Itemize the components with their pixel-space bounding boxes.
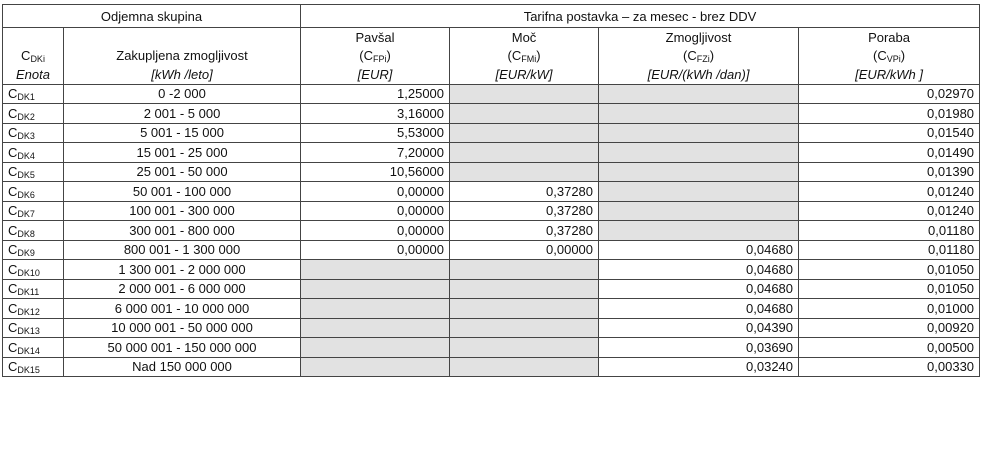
- moc-cell: 0,37280: [450, 201, 599, 221]
- pavsal-cell: 7,20000: [301, 143, 450, 163]
- table-row: [3, 221, 980, 241]
- zmogljivost-symbol-base: C: [687, 48, 697, 64]
- zmogljivost-symbol-sub: FZi: [696, 54, 710, 65]
- poraba-symbol-sub: VPi: [886, 54, 901, 65]
- table-row: [3, 182, 980, 202]
- row-range: 10 000 001 - 50 000 000: [64, 318, 301, 338]
- code-header: [3, 47, 64, 66]
- row-code-base: C: [8, 261, 18, 277]
- poraba-header: Poraba: [799, 28, 980, 47]
- zmogljivost-cell: 0,03240: [599, 357, 799, 377]
- row-code: [3, 318, 64, 338]
- header-row-symbol: [3, 47, 980, 66]
- poraba-cell: 0,01000: [799, 299, 980, 319]
- row-code-sub: DK11: [17, 287, 40, 298]
- row-code-sub: DK12: [17, 306, 40, 317]
- moc-cell: [450, 84, 599, 104]
- zmogljivost-unit: [EUR/(kWh /dan)]: [599, 65, 799, 84]
- poraba-cell: 0,02970: [799, 84, 980, 104]
- moc-cell: [450, 260, 599, 280]
- zmogljivost-cell: 0,04680: [599, 240, 799, 260]
- row-range: 2 000 001 - 6 000 000: [64, 279, 301, 299]
- row-code-base: C: [8, 320, 18, 336]
- row-code-base: C: [8, 203, 18, 219]
- row-range: 1 300 001 - 2 000 000: [64, 260, 301, 280]
- poraba-cell: 0,01180: [799, 221, 980, 241]
- pavsal-cell: [301, 338, 450, 358]
- pavsal-cell: 5,53000: [301, 123, 450, 143]
- row-code: [3, 338, 64, 358]
- row-range: 300 001 - 800 000: [64, 221, 301, 241]
- row-code: [3, 104, 64, 124]
- table-row: [3, 240, 980, 260]
- row-code-base: C: [8, 281, 18, 297]
- code-header-sub: DKi: [30, 54, 45, 65]
- poraba-cell: 0,01390: [799, 162, 980, 182]
- zmogljivost-cell: 0,04680: [599, 299, 799, 319]
- row-code: [3, 279, 64, 299]
- row-code-base: C: [8, 359, 18, 375]
- zmogljivost-cell: [599, 201, 799, 221]
- row-range: 6 000 001 - 10 000 000: [64, 299, 301, 319]
- zmogljivost-cell: [599, 123, 799, 143]
- row-range: Nad 150 000 000: [64, 357, 301, 377]
- row-code-base: C: [8, 86, 18, 102]
- poraba-symbol: $(C_{VPi})$: [799, 47, 980, 66]
- zmogljivost-cell: [599, 84, 799, 104]
- poraba-symbol-base: C: [877, 48, 887, 64]
- row-code: [3, 182, 64, 202]
- range-unit: [kWh /leto]: [64, 65, 301, 84]
- row-code-base: C: [8, 222, 18, 238]
- moc-cell: [450, 299, 599, 319]
- row-code-sub: DK2: [17, 111, 35, 122]
- row-code: [3, 299, 64, 319]
- row-code-sub: DK13: [17, 326, 40, 337]
- table-row: [3, 162, 980, 182]
- pavsal-cell: 0,00000: [301, 201, 450, 221]
- row-code-sub: DK10: [17, 267, 40, 278]
- code-unit: Enota: [3, 65, 64, 84]
- tariff-rows: [3, 84, 980, 377]
- moc-cell: [450, 162, 599, 182]
- table-row: [3, 201, 980, 221]
- pavsal-cell: [301, 299, 450, 319]
- pavsal-cell: 3,16000: [301, 104, 450, 124]
- table-row: [3, 299, 980, 319]
- zmogljivost-symbol: $(C_{FZi})$: [599, 47, 799, 66]
- row-range: 25 001 - 50 000: [64, 162, 301, 182]
- row-range: 50 001 - 100 000: [64, 182, 301, 202]
- row-code-base: C: [8, 105, 18, 121]
- poraba-cell: 0,01240: [799, 182, 980, 202]
- zmogljivost-cell: 0,04390: [599, 318, 799, 338]
- pavsal-cell: [301, 318, 450, 338]
- row-code-base: C: [8, 242, 18, 258]
- pavsal-header: Pavšal: [301, 28, 450, 47]
- table-row: [3, 279, 980, 299]
- row-range: 50 000 001 - 150 000 000: [64, 338, 301, 358]
- pavsal-cell: [301, 279, 450, 299]
- row-code-base: C: [8, 300, 18, 316]
- table-row: [3, 143, 980, 163]
- moc-symbol-sub: FMi: [521, 54, 537, 65]
- pavsal-cell: [301, 260, 450, 280]
- table-row: [3, 357, 980, 377]
- table-row: [3, 260, 980, 280]
- row-range: 15 001 - 25 000: [64, 143, 301, 163]
- poraba-cell: 0,00330: [799, 357, 980, 377]
- table-row: [3, 318, 980, 338]
- poraba-cell: 0,01490: [799, 143, 980, 163]
- row-code: [3, 162, 64, 182]
- zmogljivost-cell: [599, 182, 799, 202]
- zmogljivost-cell: [599, 221, 799, 241]
- pavsal-symbol: $(C_{FPi})$: [301, 47, 450, 66]
- tariff-title: Tarifna postavka – za mesec - brez DDV: [301, 5, 980, 28]
- pavsal-cell: 10,56000: [301, 162, 450, 182]
- moc-cell: [450, 357, 599, 377]
- table-row: [3, 84, 980, 104]
- poraba-cell: 0,01540: [799, 123, 980, 143]
- poraba-cell: 0,01240: [799, 201, 980, 221]
- row-code-sub: DK5: [17, 170, 35, 181]
- moc-symbol-base: C: [511, 48, 522, 64]
- zmogljivost-cell: 0,04680: [599, 260, 799, 280]
- moc-cell: [450, 279, 599, 299]
- header-row-label: [3, 28, 980, 47]
- pavsal-cell: 0,00000: [301, 221, 450, 241]
- pavsal-cell: 0,00000: [301, 240, 450, 260]
- header-row-unit: [3, 65, 980, 84]
- row-code: [3, 357, 64, 377]
- row-range: 800 001 - 1 300 000: [64, 240, 301, 260]
- poraba-cell: 0,01180: [799, 240, 980, 260]
- range-header: Zakupljena zmogljivost: [64, 47, 301, 66]
- moc-cell: [450, 123, 599, 143]
- table-row: [3, 338, 980, 358]
- moc-cell: [450, 104, 599, 124]
- row-code-base: C: [8, 164, 18, 180]
- row-code-sub: DK15: [17, 365, 40, 376]
- row-code: [3, 143, 64, 163]
- moc-cell: [450, 318, 599, 338]
- row-range: 100 001 - 300 000: [64, 201, 301, 221]
- row-code: [3, 260, 64, 280]
- poraba-unit: [EUR/kWh ]: [799, 65, 980, 84]
- row-code: [3, 123, 64, 143]
- row-code-sub: DK1: [17, 92, 35, 103]
- pavsal-unit: [EUR]: [301, 65, 450, 84]
- row-code: [3, 221, 64, 241]
- poraba-cell: 0,01980: [799, 104, 980, 124]
- pavsal-symbol-base: C: [363, 48, 373, 64]
- row-code-sub: DK8: [17, 228, 35, 239]
- row-code: [3, 201, 64, 221]
- tariff-table: [2, 4, 980, 377]
- row-code-sub: DK6: [17, 189, 35, 200]
- row-code-sub: DK9: [17, 248, 35, 259]
- code-header-base: C: [21, 48, 31, 64]
- row-code-base: C: [8, 125, 18, 141]
- row-code-sub: DK3: [17, 131, 35, 142]
- zmogljivost-cell: [599, 143, 799, 163]
- code-header-blank: [3, 28, 64, 47]
- row-code-sub: DK7: [17, 209, 35, 220]
- row-code: [3, 240, 64, 260]
- pavsal-cell: 0,00000: [301, 182, 450, 202]
- moc-cell: 0,37280: [450, 182, 599, 202]
- poraba-cell: 0,01050: [799, 279, 980, 299]
- row-range: 2 001 - 5 000: [64, 104, 301, 124]
- group-title: Odjemna skupina: [3, 5, 301, 28]
- zmogljivost-header: Zmogljivost: [599, 28, 799, 47]
- row-code-sub: DK4: [17, 150, 35, 161]
- moc-cell: 0,00000: [450, 240, 599, 260]
- row-code-base: C: [8, 144, 18, 160]
- header-row-top: [3, 5, 980, 28]
- row-code-base: C: [8, 183, 18, 199]
- row-code-sub: DK14: [17, 345, 40, 356]
- poraba-cell: 0,00500: [799, 338, 980, 358]
- row-code-base: C: [8, 339, 18, 355]
- pavsal-symbol-sub: FPi: [372, 54, 387, 65]
- moc-cell: [450, 143, 599, 163]
- row-range: 5 001 - 15 000: [64, 123, 301, 143]
- zmogljivost-cell: 0,04680: [599, 279, 799, 299]
- table-row: [3, 123, 980, 143]
- row-range: 0 -2 000: [64, 84, 301, 104]
- zmogljivost-cell: [599, 104, 799, 124]
- poraba-cell: 0,01050: [799, 260, 980, 280]
- table-row: [3, 104, 980, 124]
- row-code: [3, 84, 64, 104]
- range-header-blank: [64, 28, 301, 47]
- moc-cell: [450, 338, 599, 358]
- pavsal-cell: 1,25000: [301, 84, 450, 104]
- moc-header: Moč: [450, 28, 599, 47]
- moc-cell: 0,37280: [450, 221, 599, 241]
- moc-unit: [EUR/kW]: [450, 65, 599, 84]
- poraba-cell: 0,00920: [799, 318, 980, 338]
- zmogljivost-cell: [599, 162, 799, 182]
- pavsal-cell: [301, 357, 450, 377]
- moc-symbol: $(C_{FMi})$: [450, 47, 599, 66]
- zmogljivost-cell: 0,03690: [599, 338, 799, 358]
